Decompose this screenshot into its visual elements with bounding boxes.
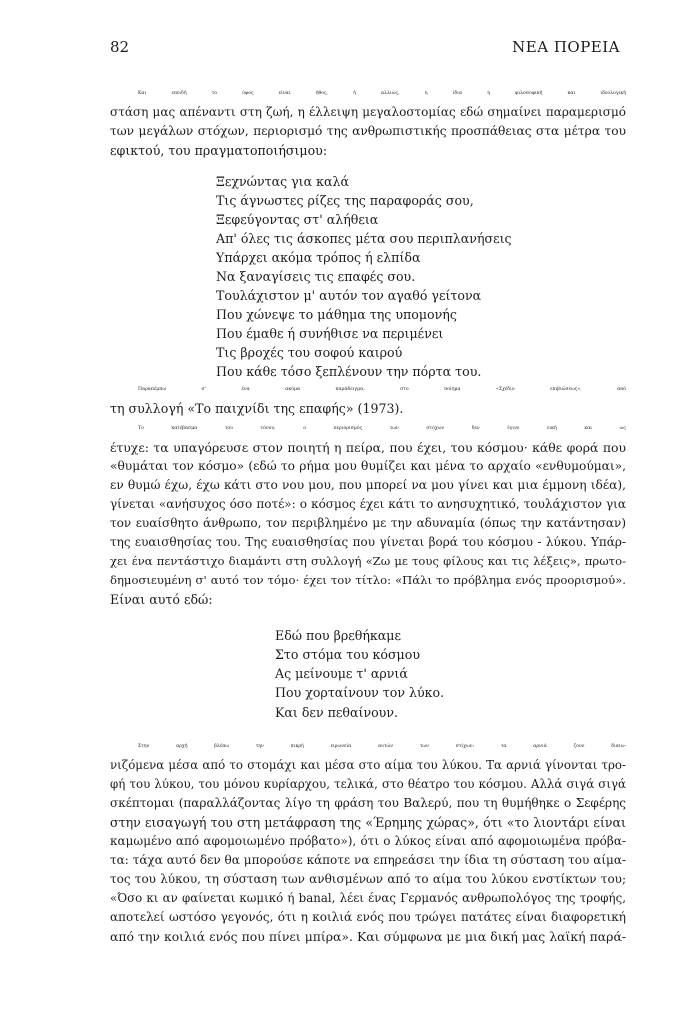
text-line: της ευαισθησίας του. Της ευαισθησίας που γίνεται βορά του κόσμου - λύκου. Υπάρ-: [110, 535, 626, 549]
text-line: από την κοιλιά ενός που πίνει μπίρα». Και σύμφωνα με μια δική μας λαϊκή παρά-: [110, 929, 626, 944]
poem-line: Υπάρχει ακόμα τρόπος ή ελπίδα: [216, 250, 421, 265]
text-line: στην εισαγωγή του στη μετάφραση της «Έρημης χώρας», ότι «το λιοντάρι είναι: [110, 815, 626, 830]
poem-line: Εδώ που βρεθήκαμε: [275, 628, 401, 643]
poem-line: Να ξαναγίσεις τις επαφές σου.: [216, 269, 416, 284]
poem-line: Και δεν πεθαίνουν.: [275, 705, 398, 720]
paragraph-irony: [110, 737, 626, 946]
text-line: αποτελεί ωστόσο γεγονός, ότι η κοιλιά ενός που τρώγει πατάτες είναι διαφορετική: [110, 910, 626, 924]
poem-line: Τουλάχιστον μ' αυτόν τον αγαθό γείτονα: [216, 288, 482, 303]
text-line: Παραπέμπω σ' ένα ακόμα παράδειγμα, στο ποίημα «Σχέδιο επιβιώσεως», από: [138, 387, 626, 392]
text-line: Και επειδή το ύφος είναι ήθος, ή αλλιώς, η ίδια η φιλοσοφική και ιδεολογική: [138, 91, 626, 96]
poem-line: Ξεχνώντας για καλά: [216, 174, 349, 189]
poem-line: Τις άγνωστες ρίζες της παραφοράς σου,: [216, 193, 474, 208]
poem-line: Που χώνεψε το μάθημα της υπομονής: [216, 307, 457, 322]
running-title: ΝΕΑ ΠΟΡΕΙΑ: [512, 38, 620, 56]
text-line: νιζόμενα μέσα από το στομάχι και μέσα στο αίμα του λύκου. Τα αρνιά γίνονται τρο-: [110, 758, 626, 772]
poem-line: Που χορταίνουν τον λύκο.: [275, 685, 445, 700]
poem-line: Που κάθε τόσο ξεπλένουν την πόρτα του.: [216, 364, 482, 379]
text-line: τος του λύκου, τη σύσταση των ανθισμένων από το αίμα του λύκου ενστίκτων του;: [110, 872, 626, 886]
poem-line: Απ' όλες τις άσκοπες μέτα σου περιπλανήσεις: [216, 231, 512, 246]
text-line: τη συλλογή «Το παιχνίδι της επαφής» (1973).: [110, 401, 404, 416]
text-line: στάση μας απέναντι στη ζωή, η έλλειψη μεγαλοστομίας εδώ σημαίνει παραμερισμό: [110, 105, 626, 119]
poem-line: Που έμαθε ή συνήθισε να περιμένει: [216, 326, 444, 341]
poem-line: Τις βροχές του σοφού καιρού: [216, 345, 403, 360]
poem-excerpt: [216, 172, 512, 381]
paragraph-tone: [110, 419, 626, 609]
text-line: τα: τάχα αυτό δεν θα μπορούσε κάποτε να επηρεάσει την ίδια τη σύσταση του αίμα-: [110, 853, 626, 867]
text-line: φή του λύκου, του μόνου κυρίαρχου, τελικά, στο θέατρο του κόσμου. Αλλά σιγά σιγά: [110, 777, 626, 791]
text-line: Το κατέβασμα του τόνου, ο περιορισμός των στόχων δεν έγινε εική και ως: [138, 426, 626, 431]
paragraph-intro: [110, 84, 626, 160]
text-line: καμωμένο από αφομοιωμένο πρόβατο»), ότι ο λύκος είναι από αφομοιωμένα πρόβα-: [110, 834, 626, 848]
text-line: τον ευαίσθητο άνθρωπο, τον περιβλημένο με την αδυναμία (όπως την κατάντησαν): [110, 516, 626, 530]
text-line: χει ένα πεντάστιχο διαμάντι στη συλλογή «Ζω με τους φίλους και τις λέξεις», πρωτο-: [110, 554, 626, 568]
poem-final-line: [275, 703, 398, 722]
text-line: έτυχε: τα υπαγόρευσε στον ποιητή η πείρα, που έχει, του κόσμου· κάθε φορά που: [110, 440, 626, 455]
text-line: σκέπτομαι (παραλλάζοντας λίγο τη φράση του Βαλερύ, που τη θυμήθηκε ο Σεφέρης: [110, 796, 626, 810]
page-header: [110, 38, 620, 62]
text-line: εν θυμώ έχω, έχω κάτι στο νου μου, που μπορεί να μου γίνει και μια έμμονη ιδέα),: [110, 478, 626, 492]
text-line: δημοσιευμένη σ' αυτό τον τόμο· έχει τον τίτλο: «Πάλι το πρόβλημα ενός προορισμού».: [110, 573, 626, 587]
text-line: εφικτού, του πραγματοποιήσιμου:: [110, 143, 328, 158]
text-line: γίνεται «ανήσυχος όσο ποτέ»: ο κόσμος έχει κάτι το ανησυχητικό, τουλάχιστον για: [110, 497, 626, 511]
paragraph-example: [110, 380, 626, 418]
page-number: 82: [110, 38, 130, 56]
poem-short: [275, 626, 444, 702]
text-line: Στην αρχή βλέπω την πικρή ειρωνεία αυτών των στίχων: τα αρνιά ζουν διαιω-: [138, 744, 626, 749]
poem-line: Στο στόμα του κόσμου: [275, 647, 420, 662]
poem-line: Ξεφεύγοντας στ' αλήθεια: [216, 212, 379, 227]
text-line: «Όσο κι αν φαίνεται κωμικό ή banal, λέει ένας Γερμανός ανθρωπολόγος της τροφής,: [110, 891, 626, 905]
poem-line: Ας μείνουμε τ' αρνιά: [275, 666, 408, 681]
text-line: «θυμάται τον κόσμο» (εδώ το ρήμα μου θυμίζει και μένα το αρχαίο «ενθυμούμαι»,: [110, 459, 626, 473]
text-line: Είναι αυτό εδώ:: [110, 592, 213, 607]
text-line: των μεγάλων στόχων, περιορισμό της ανθρωπιστικής προσπάθειας στα μέτρα του: [110, 124, 626, 138]
